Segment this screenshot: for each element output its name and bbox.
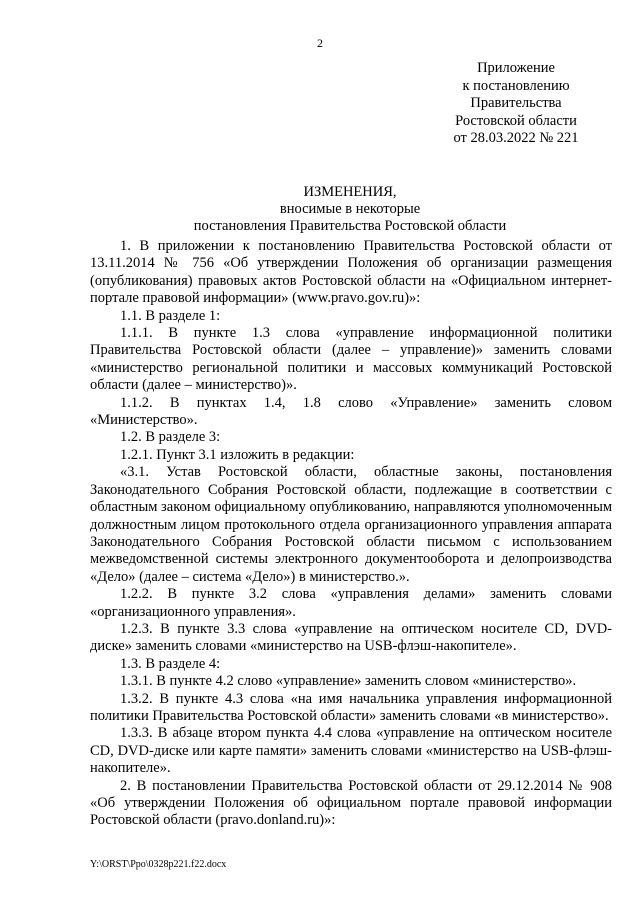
heading-title: ИЗМЕНЕНИЯ, bbox=[303, 184, 397, 200]
paragraph: 1.2. В разделе 3: bbox=[120, 429, 221, 446]
paragraph: 1.3. В разделе 4: bbox=[120, 655, 221, 672]
paragraph: 1. В приложении к постановлению Правительства Ростовской области от 13.11.2014 № 756 «Об утверждении Положения об организации размещения (опубликования) правовых актов Ростовской области на «Официальном интернет-портале правовой информации» (www.pravo.gov.ru)»: bbox=[90, 238, 612, 307]
paragraph: 1.2.1. Пункт 3.1 изложить в редакции: bbox=[120, 446, 355, 463]
paragraph: 1.1.2. В пунктах 1.4, 1.8 слово «Управление» заменить словом «Министерство». bbox=[90, 394, 612, 429]
file-path-footer: Y:\ORST\Ppo\0328p221.f22.docx bbox=[90, 859, 227, 870]
page-number: 2 bbox=[317, 36, 323, 50]
paragraph: 1.3.2. В пункте 4.3 слова «на имя начальника управления информационной политики Правительства Ростовской области» заменить словами «в министерство». bbox=[90, 690, 612, 724]
heading-subtitle: постановления Правительства Ростовской области bbox=[193, 218, 507, 234]
appendix-line: от 28.03.2022 № 221 bbox=[453, 130, 579, 146]
appendix-line: Приложение bbox=[477, 60, 555, 76]
appendix-block bbox=[440, 60, 592, 148]
paragraph: 2. В постановлении Правительства Ростовской области от 29.12.2014 № 908 «Об утверждении Положения об официальном портале правовой информации Ростовской области (pravo.donland.ru)»: bbox=[90, 777, 612, 829]
paragraph: «3.1. Устав Ростовской области, областные законы, постановления Законодательного Собрания Ростовской области, подлежащие в соответствии с областным законом официальному опубликованию, направляются уполномоченным должностным лицом протокольного отдела организационного управления аппарата Законодательного Собрания Ростовской области письмом с использованием межведомственной системы электронного документооборота и делопроизводства «Дело» (далее – система «Дело») в министерство.». bbox=[90, 464, 612, 585]
heading-subtitle: вносимые в некоторые bbox=[279, 201, 421, 217]
appendix-line: к постановлению bbox=[462, 77, 570, 94]
paragraph: 1.1.1. В пункте 1.3 слова «управление информационной политики Правительства Ростовской области (далее – управление)» заменить словами «министерство региональной политики и массовых коммуникаций Ростовской области (далее – министерство)». bbox=[90, 325, 612, 394]
document-heading bbox=[0, 184, 640, 235]
appendix-line: Ростовской области bbox=[455, 112, 577, 129]
paragraph: 1.2.3. В пункте 3.3 слова «управление на оптическом носителе CD, DVD-диске» заменить словами «министерство на USB-флэш-накопителе». bbox=[90, 620, 612, 655]
paragraph: 1.3.1. В пункте 4.2 слово «управление» заменить словом «министерство». bbox=[120, 673, 577, 690]
paragraph: 1.1. В разделе 1: bbox=[120, 307, 221, 324]
paragraph: 1.3.3. В абзаце втором пункта 4.4 слова «управление на оптическом носителе CD, DVD-диске или карте памяти» заменить словами «министерство на USB-флэш-накопителе». bbox=[90, 725, 612, 777]
appendix-line: Правительства bbox=[470, 95, 562, 111]
document-body bbox=[90, 238, 612, 830]
paragraph: 1.2.2. В пункте 3.2 слова «управления делами» заменить словами «организационного управления». bbox=[90, 586, 612, 620]
